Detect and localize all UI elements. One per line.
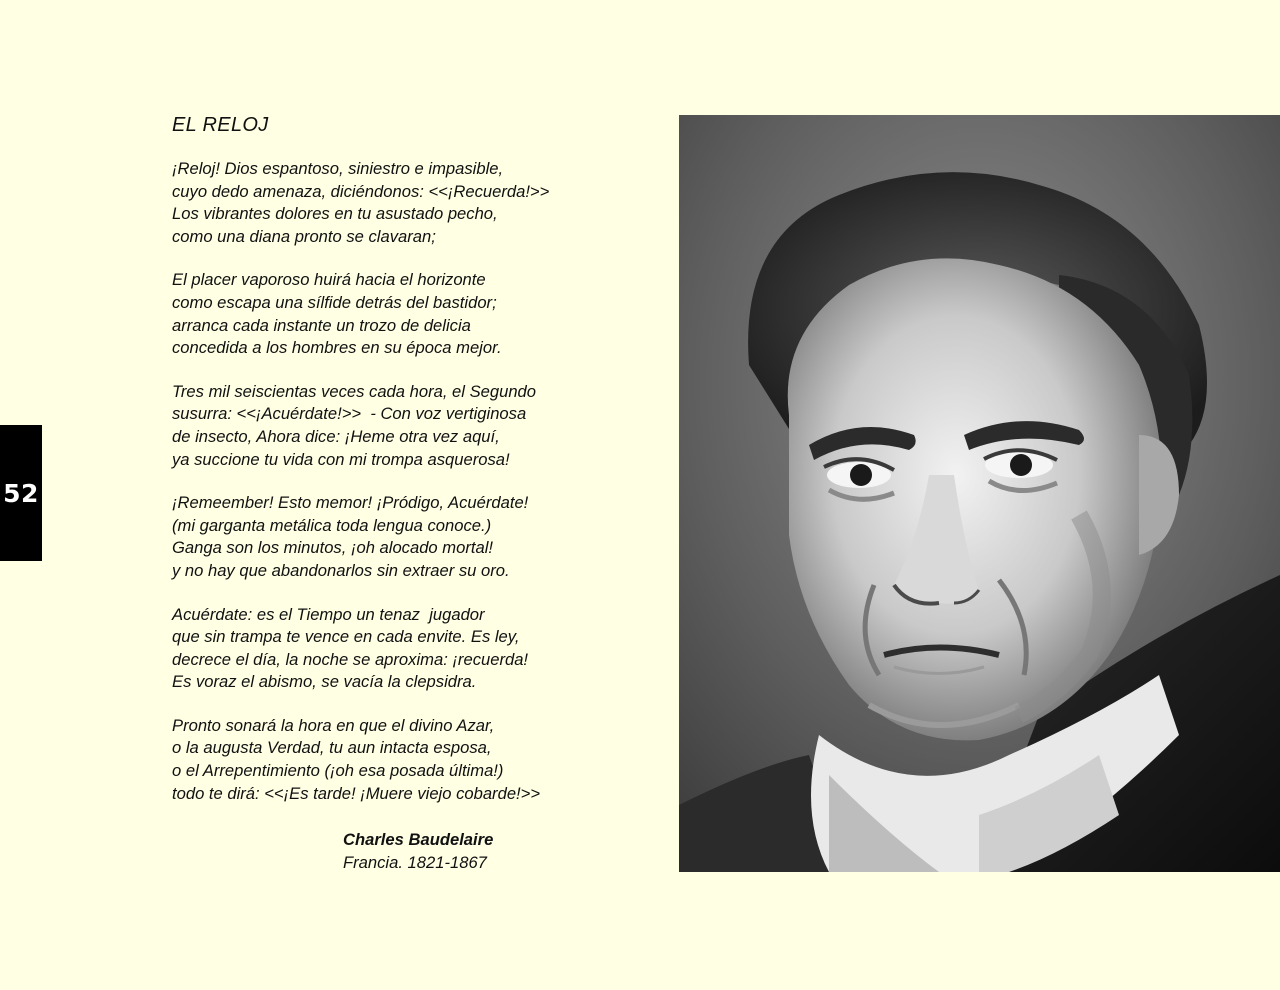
poem-line: y no hay que abandonarlos sin extraer su oro.	[172, 560, 510, 580]
portrait-photo	[679, 115, 1280, 872]
stanza	[172, 715, 642, 805]
poem-line: Pronto sonará la hora en que el divino Azar,	[172, 715, 495, 735]
poem-title: EL RELOJ	[172, 114, 269, 136]
poem-line: o la augusta Verdad, tu aun intacta esposa,	[172, 738, 492, 758]
poem-line: cuyo dedo amenaza, diciéndonos: <<¡Recuerda!>>	[172, 181, 550, 201]
poem-line: ya succione tu vida con mi trompa asquerosa!	[172, 449, 510, 469]
stanza	[172, 158, 642, 248]
signature	[343, 829, 493, 874]
poem-line: Es voraz el abismo, se vacía la clepsidra.	[172, 672, 477, 692]
poem-line: de insecto, Ahora dice: ¡Heme otra vez aquí,	[172, 426, 500, 446]
page-number: 52	[3, 478, 39, 508]
stanza	[172, 492, 642, 582]
poem-line: Ganga son los minutos, ¡oh alocado mortal!	[172, 538, 493, 558]
poem-line: Tres mil seiscientas veces cada hora, el Segundo	[172, 381, 537, 401]
poem-line: ¡Remeember! Esto memor! ¡Pródigo, Acuérdate!	[172, 493, 529, 513]
poem-line: como una diana pronto se clavaran;	[172, 226, 436, 246]
poem-line: decrece el día, la noche se aproxima: ¡recuerda!	[172, 649, 529, 669]
poem-line: arranca cada instante un trozo de delicia	[172, 315, 471, 335]
poem-line: susurra: <<¡Acuérdate!>> - Con voz vertiginosa	[172, 404, 527, 424]
poem-line: (mi garganta metálica toda lengua conoce.)	[172, 515, 492, 535]
poem-body	[172, 158, 642, 805]
page-number-tab	[0, 425, 42, 561]
author-name: Charles Baudelaire	[343, 830, 494, 849]
stanza	[172, 269, 642, 359]
stanza	[172, 381, 642, 471]
author-origin: Francia. 1821-1867	[343, 852, 487, 872]
poem-line: El placer vaporoso huirá hacia el horizonte	[172, 270, 486, 290]
poem-line: o el Arrepentimiento (¡oh esa posada última!)	[172, 761, 504, 781]
poem	[172, 112, 642, 826]
portrait-image	[679, 115, 1280, 872]
poem-line: como escapa una sílfide detrás del bastidor;	[172, 292, 497, 312]
poem-line: Los vibrantes dolores en tu asustado pecho,	[172, 204, 498, 224]
stanza	[172, 604, 642, 694]
poem-line: todo te dirá: <<¡Es tarde! ¡Muere viejo cobarde!>>	[172, 783, 541, 803]
poem-line: Acuérdate: es el Tiempo un tenaz jugador	[172, 604, 485, 624]
poem-line: ¡Reloj! Dios espantoso, siniestro e impasible,	[172, 159, 504, 178]
poem-line: que sin trampa te vence en cada envite. Es ley,	[172, 627, 520, 647]
poem-line: concedida a los hombres en su época mejor.	[172, 338, 502, 358]
